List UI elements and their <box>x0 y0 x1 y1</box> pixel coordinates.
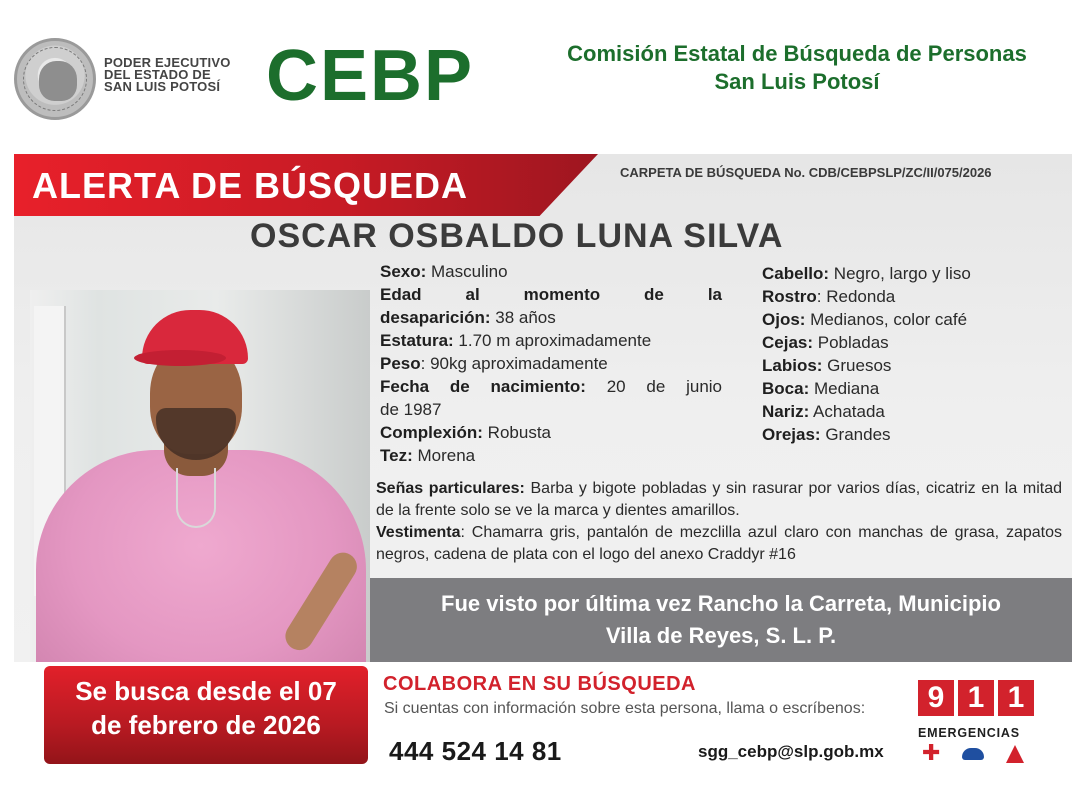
detail-label: desaparición: <box>380 308 491 327</box>
comision-line-1: Comisión Estatal de Búsqueda de Personas <box>567 41 1027 66</box>
detail-value: Robusta <box>482 423 551 442</box>
alert-title: ALERTA DE BÚSQUEDA <box>32 165 469 206</box>
digit-9: 9 <box>918 680 954 716</box>
last-seen-line-2: Villa de Reyes, S. L. P. <box>605 623 837 648</box>
detail-label: Estatura: <box>380 331 454 350</box>
details-left <box>380 260 722 467</box>
detail-labios <box>762 354 1062 377</box>
detail-cejas <box>762 331 1062 354</box>
contact-info-text: Si cuentas con información sobre esta persona, llama o escríbenos: <box>384 700 866 717</box>
cebp-logo: CEBP <box>266 36 475 116</box>
detail-edad-2 <box>380 306 722 329</box>
last-seen-bar <box>370 578 1072 662</box>
poder-line-2: DEL ESTADO DE <box>104 67 211 82</box>
detail-label: Rostro <box>762 287 817 306</box>
detail-ojos <box>762 308 1062 331</box>
poder-line-1: PODER EJECUTIVO <box>104 55 231 70</box>
detail-value: Pobladas <box>813 333 889 352</box>
since-line-2: de febrero de 2026 <box>91 710 321 740</box>
detail-rostro <box>762 285 1062 308</box>
senas-text: Barba y bigote pobladas y sin rasurar por varios días, cicatriz en la mitad de la frente solo se ve la marca y dientes amarillos. <box>376 480 1063 519</box>
detail-label: Nariz: <box>762 402 810 421</box>
senas-particulares <box>376 478 1062 566</box>
detail-estatura <box>380 329 722 352</box>
detail-sexo <box>380 260 722 283</box>
photo-cap-visor <box>134 350 226 366</box>
detail-value: Masculino <box>426 262 508 281</box>
person-photo <box>30 290 370 662</box>
detail-label: Fecha de nacimiento: <box>380 377 586 396</box>
senas-paragraph <box>376 478 1062 522</box>
emergencias-911-logo <box>918 680 1038 772</box>
colabora-heading: COLABORA EN SU BÚSQUEDA <box>383 673 696 695</box>
detail-label: Boca: <box>762 379 810 398</box>
detail-value: Grandes <box>820 425 891 444</box>
poder-ejecutivo-label <box>104 57 254 93</box>
emergencias-label: EMERGENCIAS <box>918 726 1020 740</box>
detail-value: Achatada <box>809 402 885 421</box>
detail-label: Tez: <box>380 446 413 465</box>
detail-value: 20 de junio <box>585 377 723 396</box>
contact-phone[interactable]: 444 524 14 81 <box>389 736 562 766</box>
vestimenta-paragraph <box>376 522 1062 566</box>
detail-peso <box>380 352 722 375</box>
detail-label: Labios: <box>762 356 823 375</box>
detail-value: Medianos, color café <box>805 310 968 329</box>
detail-value: 38 años <box>490 308 556 327</box>
comision-line-2: San Luis Potosí <box>714 69 880 94</box>
person-name: OSCAR OSBALDO LUNA SILVA <box>250 217 784 255</box>
detail-edad-1 <box>380 283 722 306</box>
photo-chain <box>176 468 216 528</box>
state-seal-icon <box>14 38 96 120</box>
senas-label: Señas particulares: <box>376 480 525 497</box>
comision-title <box>514 40 1080 96</box>
since-line-1: Se busca desde el 07 <box>75 676 337 706</box>
vestimenta-label: Vestimenta <box>376 524 461 541</box>
last-seen-line-1: Fue visto por última vez Rancho la Carreta, Municipio <box>441 591 1001 616</box>
detail-tez <box>380 444 722 467</box>
detail-cabello <box>762 262 1062 285</box>
detail-label: Edad al momento de la <box>380 285 722 304</box>
header <box>0 0 1080 140</box>
detail-value: : Redonda <box>816 287 896 306</box>
detail-value: Negro, largo y liso <box>829 264 971 283</box>
detail-label: Cejas: <box>762 333 814 352</box>
detail-complexion <box>380 421 722 444</box>
detail-label: Peso <box>380 354 421 373</box>
detail-nacimiento-2: de 1987 <box>380 400 442 419</box>
poder-line-3: SAN LUIS POTOSÍ <box>104 79 221 94</box>
carpeta-number: CARPETA DE BÚSQUEDA No. CDB/CEBPSLP/ZC/II/075/2026 <box>620 165 992 180</box>
missing-since-badge <box>44 666 368 764</box>
eagle-icon <box>39 61 77 101</box>
vestimenta-text: : Chamarra gris, pantalón de mezclilla azul claro con manchas de grasa, zapatos negros, cadena de plata con el logo del anexo Craddyr #16 <box>376 524 1062 563</box>
detail-value: Morena <box>412 446 476 465</box>
911-digits <box>918 680 1038 716</box>
detail-orejas <box>762 423 1062 446</box>
police-cap-icon <box>962 748 984 760</box>
detail-value: Mediana <box>809 379 880 398</box>
detail-label: Ojos: <box>762 310 806 329</box>
detail-label: Cabello: <box>762 264 830 283</box>
details-right <box>762 262 1062 446</box>
medical-cross-icon: ✚ <box>922 740 941 765</box>
detail-value: Gruesos <box>822 356 892 375</box>
detail-value: 1.70 m aproximadamente <box>453 331 652 350</box>
emergency-icons <box>918 740 1038 765</box>
fire-icon <box>1006 745 1024 763</box>
digit-1-second: 1 <box>998 680 1034 716</box>
detail-boca <box>762 377 1062 400</box>
detail-nacimiento-1 <box>380 375 722 398</box>
detail-label: Complexión: <box>380 423 483 442</box>
contact-email[interactable]: sgg_cebp@slp.gob.mx <box>698 742 884 761</box>
detail-value: : 90kg aproximadamente <box>420 354 608 373</box>
detail-label: Sexo: <box>380 262 427 281</box>
digit-1: 1 <box>958 680 994 716</box>
detail-label: Orejas: <box>762 425 821 444</box>
detail-nariz <box>762 400 1062 423</box>
